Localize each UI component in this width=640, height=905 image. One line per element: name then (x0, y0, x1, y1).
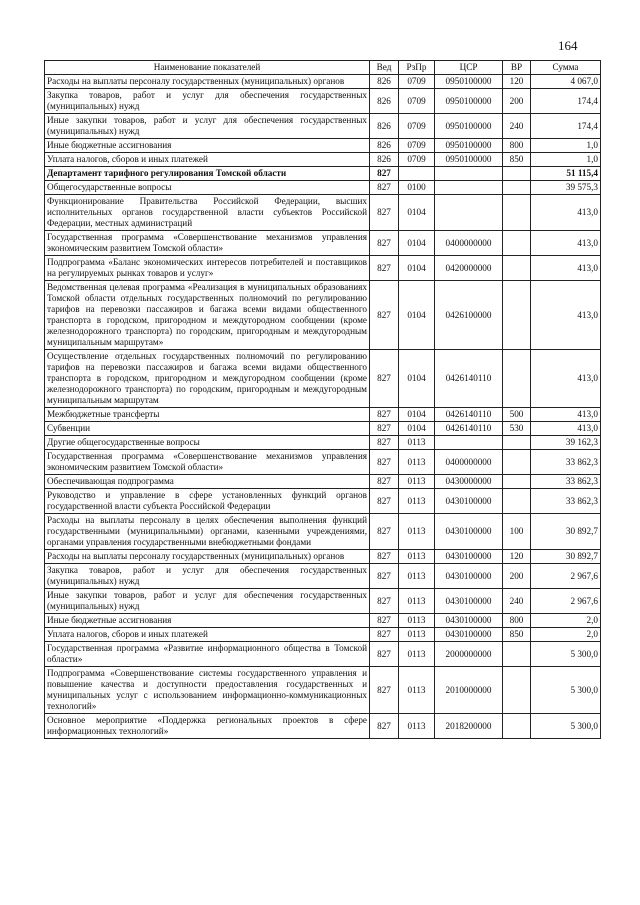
row-name-cell: Руководство и управление в сфере установленных функций органов государственной власти субъекта Российской Федерации (45, 489, 370, 514)
row-csr-cell: 0430000000 (435, 475, 503, 489)
row-csr-cell: 0430100000 (435, 489, 503, 514)
row-sum-cell: 33 862,3 (531, 489, 601, 514)
row-vr-cell: 500 (503, 408, 531, 422)
row-sum-cell: 174,4 (531, 89, 601, 114)
row-csr-cell: 0430100000 (435, 514, 503, 550)
row-rzpr-cell: 0104 (399, 281, 435, 350)
row-ved-cell: 827 (370, 489, 399, 514)
row-rzpr-cell: 0104 (399, 195, 435, 231)
row-sum-cell: 4 067,0 (531, 75, 601, 89)
row-ved-cell: 827 (370, 256, 399, 281)
row-vr-cell (503, 450, 531, 475)
row-name-cell: Функционирование Правительства Российской Федерации, высших исполнительных органов государственной власти субъектов Российской Федерации, местных администраций (45, 195, 370, 231)
row-csr-cell: 0430100000 (435, 614, 503, 628)
row-name-cell: Подпрограмма «Совершенствование системы государственного управления и повышение качества и доступности предоставления государственных и муниципальных услуг с использованием информационно-коммуникационных технологий» (45, 667, 370, 714)
row-vr-cell: 850 (503, 628, 531, 642)
row-csr-cell (435, 436, 503, 450)
row-rzpr-cell: 0709 (399, 75, 435, 89)
row-sum-cell: 5 300,0 (531, 667, 601, 714)
row-csr-cell: 0426140110 (435, 422, 503, 436)
table-row (45, 614, 601, 628)
row-name-cell: Иные бюджетные ассигнования (45, 139, 370, 153)
row-rzpr-cell: 0104 (399, 422, 435, 436)
table-body (45, 75, 601, 739)
row-ved-cell: 827 (370, 181, 399, 195)
row-ved-cell: 827 (370, 408, 399, 422)
row-ved-cell: 827 (370, 714, 399, 739)
row-rzpr-cell: 0104 (399, 350, 435, 408)
table-row (45, 642, 601, 667)
row-ved-cell: 827 (370, 514, 399, 550)
row-name-cell: Уплата налогов, сборов и иных платежей (45, 628, 370, 642)
row-csr-cell (435, 181, 503, 195)
row-name-cell: Иные бюджетные ассигнования (45, 614, 370, 628)
header-ved: Вед (370, 61, 399, 75)
row-rzpr-cell: 0113 (399, 714, 435, 739)
row-rzpr-cell: 0113 (399, 614, 435, 628)
row-rzpr-cell: 0113 (399, 589, 435, 614)
row-vr-cell (503, 281, 531, 350)
row-ved-cell: 827 (370, 564, 399, 589)
row-sum-cell: 413,0 (531, 350, 601, 408)
row-csr-cell: 2018200000 (435, 714, 503, 739)
row-sum-cell: 33 862,3 (531, 450, 601, 475)
table-row (45, 153, 601, 167)
row-csr-cell (435, 167, 503, 181)
row-vr-cell: 800 (503, 614, 531, 628)
row-vr-cell (503, 195, 531, 231)
row-vr-cell: 100 (503, 514, 531, 550)
row-csr-cell (435, 195, 503, 231)
row-ved-cell: 827 (370, 667, 399, 714)
row-name-cell: Обеспечивающая подпрограмма (45, 475, 370, 489)
row-sum-cell: 413,0 (531, 256, 601, 281)
row-sum-cell: 5 300,0 (531, 714, 601, 739)
row-rzpr-cell (399, 167, 435, 181)
row-vr-cell (503, 256, 531, 281)
row-ved-cell: 826 (370, 114, 399, 139)
row-name-cell: Осуществление отдельных государственных полномочий по регулированию тарифов на перевозки пассажиров и багажа всеми видами общественного транспорта в городском, пригородном и междугородном сообщении (кроме железнодорожного транспорта) по городским, пригородным и междугородным муниципальным маршрутам (45, 350, 370, 408)
row-sum-cell: 1,0 (531, 139, 601, 153)
row-rzpr-cell: 0113 (399, 450, 435, 475)
row-rzpr-cell: 0113 (399, 642, 435, 667)
row-name-cell: Закупка товаров, работ и услуг для обеспечения государственных (муниципальных) нужд (45, 89, 370, 114)
row-vr-cell: 530 (503, 422, 531, 436)
row-sum-cell: 1,0 (531, 153, 601, 167)
row-sum-cell: 413,0 (531, 408, 601, 422)
row-rzpr-cell: 0113 (399, 550, 435, 564)
row-sum-cell: 39 162,3 (531, 436, 601, 450)
row-csr-cell: 0430100000 (435, 550, 503, 564)
row-name-cell: Расходы на выплаты персоналу государственных (муниципальных) органов (45, 550, 370, 564)
row-sum-cell: 413,0 (531, 422, 601, 436)
table-row (45, 408, 601, 422)
row-vr-cell (503, 714, 531, 739)
row-ved-cell: 827 (370, 436, 399, 450)
table-row (45, 139, 601, 153)
header-name: Наименование показателей (45, 61, 370, 75)
row-ved-cell: 827 (370, 422, 399, 436)
table-row (45, 489, 601, 514)
row-vr-cell: 800 (503, 139, 531, 153)
row-name-cell: Государственная программа «Совершенствование механизмов управления экономическим развитием Томской области» (45, 450, 370, 475)
row-csr-cell: 2000000000 (435, 642, 503, 667)
row-name-cell: Расходы на выплаты персоналу в целях обеспечения выполнения функций государственными (муниципальными) органами, казенными учреждениями, органами управления государственными внебюджетными фондами (45, 514, 370, 550)
row-ved-cell: 827 (370, 450, 399, 475)
row-name-cell: Государственная программа «Развитие информационного общества в Томской области» (45, 642, 370, 667)
row-csr-cell: 0426140110 (435, 408, 503, 422)
row-vr-cell: 200 (503, 564, 531, 589)
row-name-cell: Иные закупки товаров, работ и услуг для обеспечения государственных (муниципальных) нужд (45, 114, 370, 139)
row-vr-cell: 200 (503, 89, 531, 114)
row-ved-cell: 827 (370, 231, 399, 256)
row-ved-cell: 826 (370, 89, 399, 114)
table-row (45, 422, 601, 436)
table-row (45, 281, 601, 350)
row-name-cell: Общегосударственные вопросы (45, 181, 370, 195)
row-name-cell: Подпрограмма «Баланс экономических интересов потребителей и поставщиков на регулируемых рынках товаров и услуг» (45, 256, 370, 281)
row-sum-cell: 413,0 (531, 195, 601, 231)
table-row (45, 256, 601, 281)
table-row (45, 550, 601, 564)
row-ved-cell: 827 (370, 167, 399, 181)
row-rzpr-cell: 0104 (399, 231, 435, 256)
header-vr: ВР (503, 61, 531, 75)
row-vr-cell (503, 642, 531, 667)
row-vr-cell: 120 (503, 75, 531, 89)
row-ved-cell: 827 (370, 550, 399, 564)
row-name-cell: Закупка товаров, работ и услуг для обеспечения государственных (муниципальных) нужд (45, 564, 370, 589)
row-vr-cell (503, 436, 531, 450)
row-csr-cell: 0950100000 (435, 139, 503, 153)
row-name-cell: Департамент тарифного регулирования Томской области (45, 167, 370, 181)
table-row (45, 475, 601, 489)
page-number: 164 (558, 38, 578, 53)
table-row (45, 114, 601, 139)
row-sum-cell: 174,4 (531, 114, 601, 139)
header-rzpr: РзПр (399, 61, 435, 75)
table-row (45, 75, 601, 89)
table-header (45, 61, 601, 75)
header-sum: Сумма (531, 61, 601, 75)
row-rzpr-cell: 0709 (399, 139, 435, 153)
row-vr-cell: 120 (503, 550, 531, 564)
row-name-cell: Иные закупки товаров, работ и услуг для обеспечения государственных (муниципальных) нужд (45, 589, 370, 614)
row-sum-cell: 39 575,3 (531, 181, 601, 195)
row-csr-cell: 0426140110 (435, 350, 503, 408)
table-row (45, 564, 601, 589)
row-csr-cell: 2010000000 (435, 667, 503, 714)
row-rzpr-cell: 0113 (399, 436, 435, 450)
row-sum-cell: 2 967,6 (531, 589, 601, 614)
row-sum-cell: 5 300,0 (531, 642, 601, 667)
row-csr-cell: 0950100000 (435, 89, 503, 114)
row-name-cell: Межбюджетные трансферты (45, 408, 370, 422)
row-name-cell: Ведомственная целевая программа «Реализация в муниципальных образованиях Томской области отдельных государственных полномочий по регулированию тарифов на перевозки пассажиров и багажа всеми видами общественного транспорта в городском, пригородном и междугородном сообщении (кроме железнодорожного транспорта) по городским, пригородным и междугородным муниципальным маршрутам» (45, 281, 370, 350)
row-ved-cell: 826 (370, 75, 399, 89)
row-name-cell: Государственная программа «Совершенствование механизмов управления экономическим развитием Томской области» (45, 231, 370, 256)
row-name-cell: Основное мероприятие «Поддержка региональных проектов в сфере информационных технологий» (45, 714, 370, 739)
row-ved-cell: 827 (370, 281, 399, 350)
row-name-cell: Расходы на выплаты персоналу государственных (муниципальных) органов (45, 75, 370, 89)
table-row (45, 714, 601, 739)
table-row (45, 350, 601, 408)
row-csr-cell: 0950100000 (435, 153, 503, 167)
row-rzpr-cell: 0113 (399, 489, 435, 514)
row-sum-cell: 413,0 (531, 281, 601, 350)
row-csr-cell: 0950100000 (435, 114, 503, 139)
row-vr-cell (503, 181, 531, 195)
row-sum-cell: 2 967,6 (531, 564, 601, 589)
row-sum-cell: 30 892,7 (531, 514, 601, 550)
row-sum-cell: 2,0 (531, 628, 601, 642)
row-rzpr-cell: 0709 (399, 114, 435, 139)
row-vr-cell (503, 167, 531, 181)
row-name-cell: Уплата налогов, сборов и иных платежей (45, 153, 370, 167)
row-rzpr-cell: 0104 (399, 408, 435, 422)
row-vr-cell: 850 (503, 153, 531, 167)
row-vr-cell: 240 (503, 589, 531, 614)
row-csr-cell: 0430100000 (435, 589, 503, 614)
row-rzpr-cell: 0709 (399, 89, 435, 114)
row-sum-cell: 30 892,7 (531, 550, 601, 564)
row-rzpr-cell: 0104 (399, 256, 435, 281)
row-rzpr-cell: 0113 (399, 628, 435, 642)
row-rzpr-cell: 0113 (399, 564, 435, 589)
table-row (45, 589, 601, 614)
row-ved-cell: 827 (370, 350, 399, 408)
table-row (45, 231, 601, 256)
row-vr-cell (503, 475, 531, 489)
row-rzpr-cell: 0100 (399, 181, 435, 195)
row-rzpr-cell: 0113 (399, 475, 435, 489)
row-sum-cell: 33 862,3 (531, 475, 601, 489)
row-csr-cell: 0430100000 (435, 628, 503, 642)
table-row (45, 436, 601, 450)
row-csr-cell: 0400000000 (435, 231, 503, 256)
row-ved-cell: 826 (370, 153, 399, 167)
row-ved-cell: 827 (370, 642, 399, 667)
row-csr-cell: 0426100000 (435, 281, 503, 350)
row-vr-cell (503, 350, 531, 408)
row-name-cell: Субвенции (45, 422, 370, 436)
header-csr: ЦСР (435, 61, 503, 75)
row-csr-cell: 0400000000 (435, 450, 503, 475)
table-row (45, 628, 601, 642)
row-ved-cell: 827 (370, 614, 399, 628)
row-vr-cell (503, 489, 531, 514)
budget-table (44, 60, 601, 739)
row-vr-cell (503, 667, 531, 714)
row-ved-cell: 826 (370, 139, 399, 153)
table-row (45, 89, 601, 114)
table-row (45, 667, 601, 714)
row-ved-cell: 827 (370, 475, 399, 489)
table-row (45, 514, 601, 550)
row-sum-cell: 2,0 (531, 614, 601, 628)
row-csr-cell: 0950100000 (435, 75, 503, 89)
row-vr-cell (503, 231, 531, 256)
table-row (45, 450, 601, 475)
row-csr-cell: 0430100000 (435, 564, 503, 589)
row-sum-cell: 413,0 (531, 231, 601, 256)
row-ved-cell: 827 (370, 628, 399, 642)
table-row (45, 195, 601, 231)
row-csr-cell: 0420000000 (435, 256, 503, 281)
table-row (45, 167, 601, 181)
row-rzpr-cell: 0113 (399, 514, 435, 550)
row-rzpr-cell: 0113 (399, 667, 435, 714)
table-row (45, 181, 601, 195)
row-ved-cell: 827 (370, 195, 399, 231)
row-vr-cell: 240 (503, 114, 531, 139)
row-sum-cell: 51 115,4 (531, 167, 601, 181)
row-name-cell: Другие общегосударственные вопросы (45, 436, 370, 450)
row-ved-cell: 827 (370, 589, 399, 614)
row-rzpr-cell: 0709 (399, 153, 435, 167)
